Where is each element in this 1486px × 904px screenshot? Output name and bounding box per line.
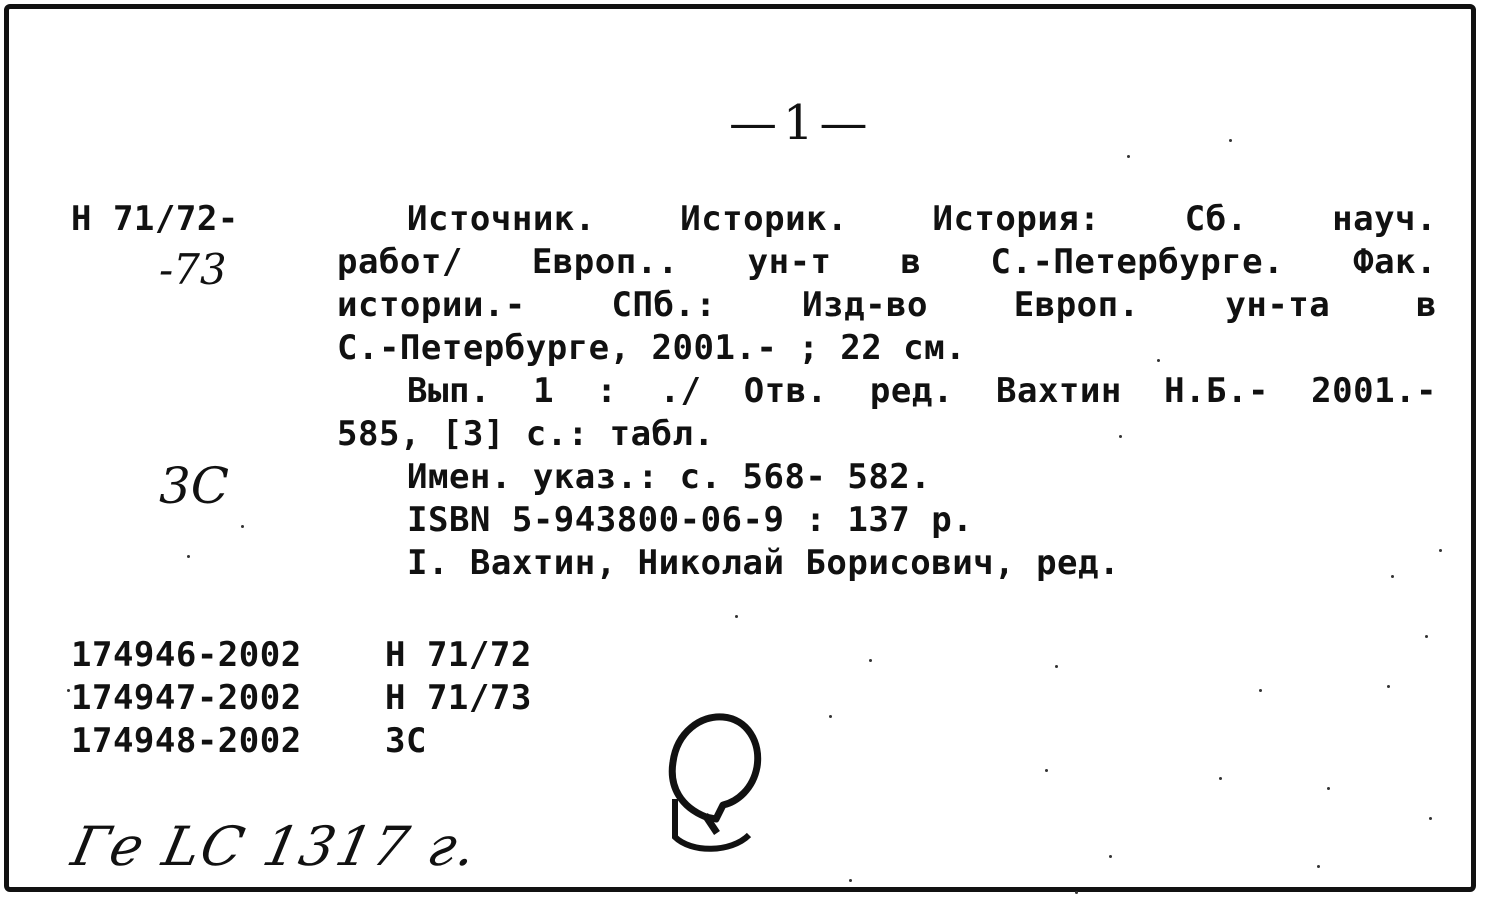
scan-speck — [1229, 139, 1232, 142]
scan-speck — [1219, 777, 1222, 780]
scan-speck — [1387, 685, 1390, 688]
catalog-card — [4, 4, 1476, 892]
scan-speck — [67, 689, 70, 692]
scan-speck — [1045, 769, 1048, 772]
page-number: —1— — [729, 95, 874, 151]
shelfmark-handwritten-code: 3С — [159, 457, 230, 515]
scan-speck — [1391, 575, 1394, 578]
stamp-mark — [661, 707, 771, 857]
entry-volume-line-2: 585, [3] с.: табл. — [337, 414, 715, 454]
scan-speck — [1259, 689, 1262, 692]
holdings-row-inventory: 174948-2002 — [71, 721, 302, 761]
scan-speck — [849, 879, 852, 882]
scan-speck — [1109, 855, 1112, 858]
scan-speck — [1127, 155, 1130, 158]
scan-speck — [829, 715, 832, 718]
entry-volume-line-1: Вып. 1 : ./ Отв. ред. Вахтин Н.Б.- 2001.- — [407, 371, 1437, 411]
holdings-row-shelf: 3С — [385, 721, 427, 761]
scan-speck — [1327, 787, 1330, 790]
scan-speck — [1439, 549, 1442, 552]
entry-title-line-4: С.-Петербурге, 2001.- ; 22 см. — [337, 328, 967, 368]
scan-speck — [1317, 865, 1320, 868]
shelfmark-handwritten-suffix: -73 — [159, 245, 227, 294]
scan-speck — [1157, 359, 1160, 362]
holdings-row-shelf: Н 71/72 — [385, 635, 532, 675]
scan-speck — [1119, 435, 1122, 438]
shelfmark-printed: Н 71/72- — [71, 199, 239, 239]
handwritten-footer: Гe LC 1317 г. — [66, 815, 484, 878]
scan-speck — [241, 525, 244, 528]
entry-editor: I. Вахтин, Николай Борисович, ред. — [407, 543, 1120, 583]
entry-title-line-2: работ/ Европ.. ун-т в С.-Петербурге. Фак. — [337, 242, 1437, 282]
scan-speck — [869, 659, 872, 662]
entry-title-line-3: истории.- СПб.: Изд-во Европ. ун-та в — [337, 285, 1437, 325]
scan-speck — [1055, 665, 1058, 668]
scan-speck — [187, 555, 190, 558]
entry-isbn: ISBN 5-943800-06-9 : 137 р. — [407, 500, 974, 540]
entry-title-line-1: Источник. Историк. История: Сб. науч. — [407, 199, 1437, 239]
scan-speck — [735, 615, 738, 618]
holdings-row-inventory: 174947-2002 — [71, 678, 302, 718]
scan-speck — [1075, 891, 1078, 894]
scan-speck — [1429, 817, 1432, 820]
holdings-row-shelf: Н 71/73 — [385, 678, 532, 718]
scan-speck — [1425, 635, 1428, 638]
entry-index-note: Имен. указ.: с. 568- 582. — [407, 457, 932, 497]
holdings-row-inventory: 174946-2002 — [71, 635, 302, 675]
